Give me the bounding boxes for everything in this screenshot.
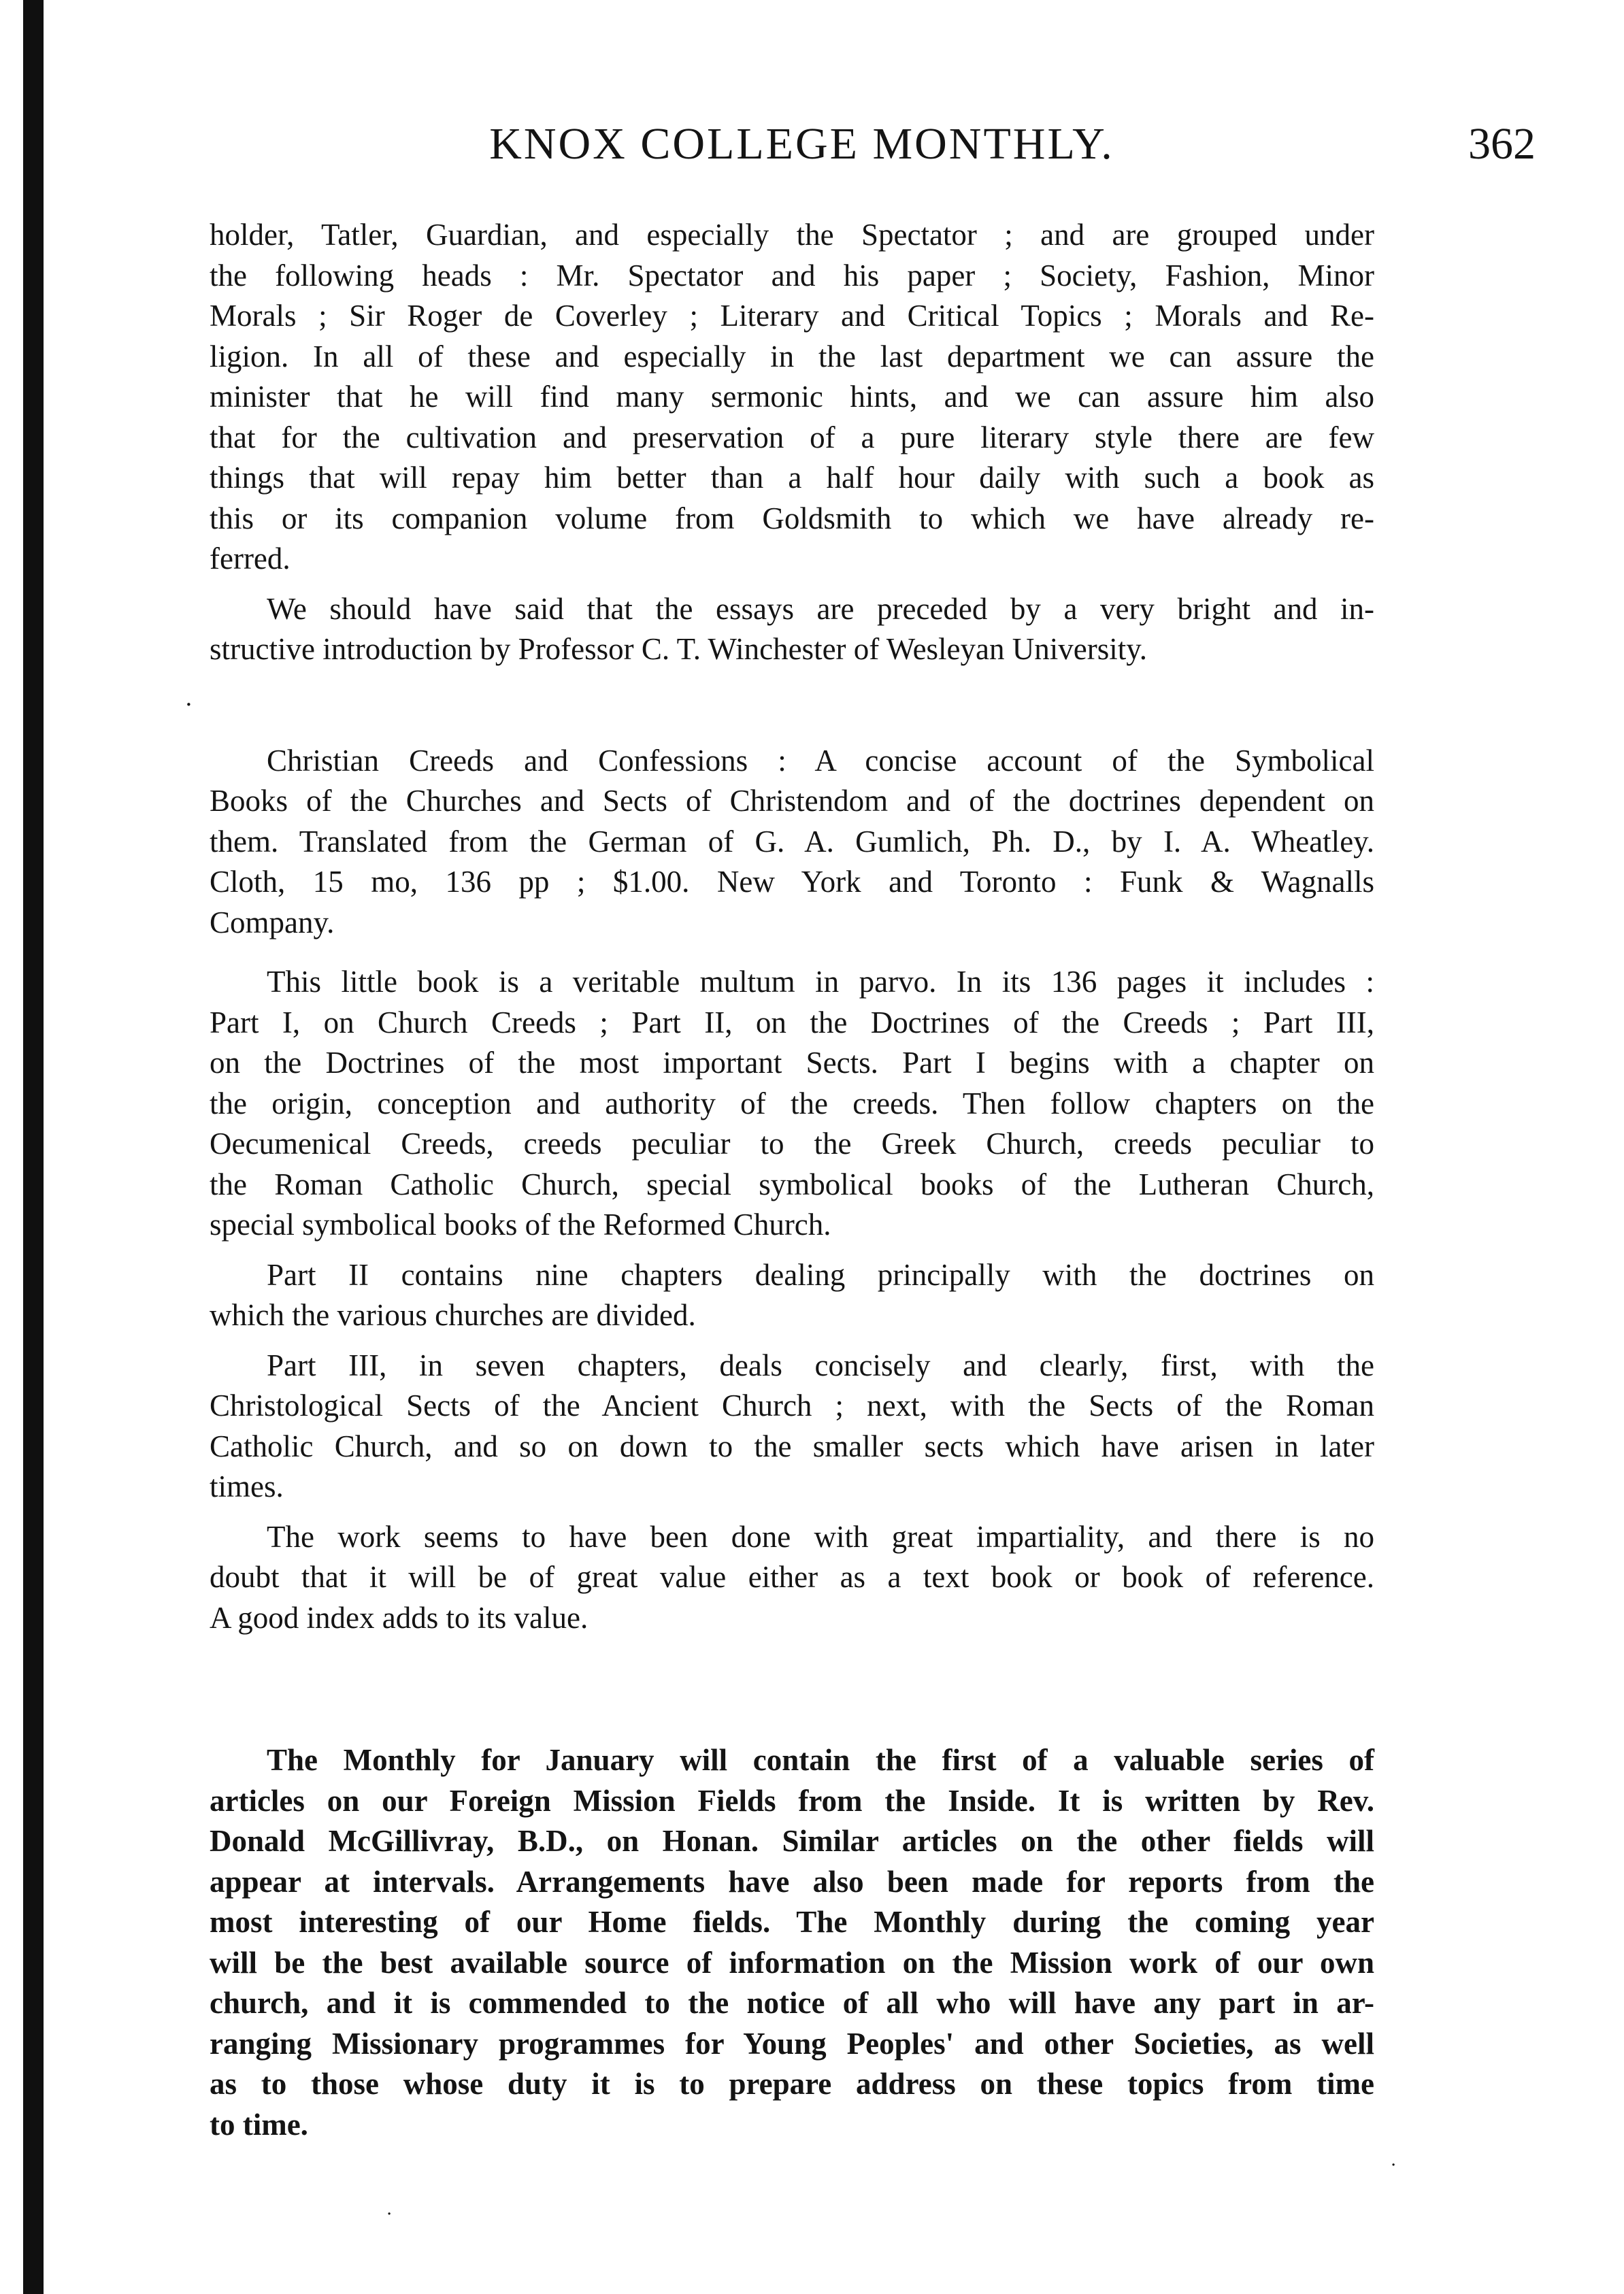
text-line: Part I, on Church Creeds ; Part II, on the Doctrines of the Creeds ; Part III,: [210, 1005, 1374, 1040]
text-line: Part III, in seven chapters, deals concisely and clearly, first, with the: [267, 1348, 1374, 1382]
text-line: which the various churches are divided.: [210, 1298, 696, 1332]
review-closing-paragraph: [210, 589, 1374, 670]
citation-line: Christian Creeds and Confessions : A concise account of the Symbolical: [267, 743, 1374, 778]
text-line: A good index adds to its value.: [210, 1600, 589, 1635]
review-paragraph: [210, 962, 1374, 1246]
text-line: that for the cultivation and preservation of a pure literary style there are few: [210, 420, 1374, 454]
text-line: appear at intervals. Arrangements have also been made for reports from the: [210, 1864, 1374, 1899]
text-line: Oecumenical Creeds, creeds peculiar to the Greek Church, creeds peculiar to: [210, 1127, 1374, 1161]
book-citation: [210, 741, 1374, 944]
text-line: We should have said that the essays are preceded by a very bright and in-: [267, 591, 1374, 626]
page-body: [210, 215, 1374, 2145]
text-line: the following heads : Mr. Spectator and his paper ; Society, Fashion, Minor: [210, 258, 1374, 293]
announcement-paragraph: [210, 1740, 1374, 2145]
text-line: minister that he will find many sermonic hints, and we can assure him also: [210, 380, 1374, 414]
text-line: ligion. In all of these and especially in the last department we can assure the: [210, 339, 1374, 373]
text-line: as to those whose duty it is to prepare address on these topics from time: [210, 2067, 1374, 2101]
text-line: the origin, conception and authority of the creeds. Then follow chapters on the: [210, 1086, 1374, 1120]
stray-mark: ·: [386, 2204, 393, 2225]
review-paragraph: [210, 1517, 1374, 1639]
review-paragraph: [210, 1255, 1374, 1336]
text-line: special symbolical books of the Reformed Church.: [210, 1208, 831, 1242]
text-line: doubt that it will be of great value either as a text book or book of reference.: [210, 1560, 1374, 1594]
text-line: Morals ; Sir Roger de Coverley ; Literary and Critical Topics ; Morals and Re-: [210, 299, 1374, 333]
text-line: Donald McGillivray, B.D., on Honan. Similar articles on the other fields will: [210, 1824, 1374, 1858]
stray-mark: ·: [185, 691, 193, 718]
text-line: structive introduction by Professor C. T. Winchester of Wesleyan University.: [210, 632, 1148, 666]
text-line: times.: [210, 1469, 284, 1503]
citation-line: Books of the Churches and Sects of Christendom and of the doctrines dependent on: [210, 784, 1374, 818]
text-line: The Monthly for January will contain the first of a valuable series of: [267, 1743, 1374, 1777]
text-line: The work seems to have been done with great impartiality, and there is no: [267, 1519, 1374, 1554]
text-line: holder, Tatler, Guardian, and especially the Spectator ; and are grouped under: [210, 218, 1374, 252]
text-line: Christological Sects of the Ancient Church ; next, with the Sects of the Roman: [210, 1389, 1374, 1423]
text-line: most interesting of our Home fields. The Monthly during the coming year: [210, 1905, 1374, 1939]
page-header: [68, 118, 1536, 186]
text-line: will be the best available source of information on the Mission work of our own: [210, 1945, 1374, 1980]
running-title: KNOX COLLEGE MONTHLY.: [489, 119, 1114, 169]
stray-mark: ·: [1391, 2155, 1397, 2176]
text-line: this or its companion volume from Goldsmith to which we have already re-: [210, 501, 1374, 535]
text-line: articles on our Foreign Mission Fields from the Inside. It is written by Rev.: [210, 1783, 1374, 1818]
citation-line: them. Translated from the German of G. A. Gumlich, Ph. D., by I. A. Wheatley.: [210, 824, 1374, 859]
text-line: ranging Missionary programmes for Young Peoples' and other Societies, as well: [210, 2026, 1374, 2061]
text-line: things that will repay him better than a half hour daily with such a book as: [210, 461, 1374, 495]
text-line: Catholic Church, and so on down to the smaller sects which have arisen in later: [210, 1429, 1374, 1463]
review-paragraph: [210, 1346, 1374, 1508]
scan-border: [23, 0, 44, 2294]
citation-line: Company.: [210, 905, 335, 940]
review-paragraph: [210, 215, 1374, 580]
text-line: ferred.: [210, 542, 291, 576]
text-line: on the Doctrines of the most important Sects. Part I begins with a chapter on: [210, 1046, 1374, 1080]
text-line: This little book is a veritable multum in parvo. In its 136 pages it includes :: [267, 965, 1374, 999]
text-line: the Roman Catholic Church, special symbolical books of the Lutheran Church,: [210, 1167, 1374, 1201]
citation-line: Cloth, 15 mo, 136 pp ; $1.00. New York and Toronto : Funk & Wagnalls: [210, 865, 1374, 899]
page-number: 362: [1468, 119, 1536, 169]
text-line: church, and it is commended to the notice of all who will have any part in ar-: [210, 1986, 1374, 2020]
text-line: Part II contains nine chapters dealing principally with the doctrines on: [267, 1257, 1374, 1292]
text-line: to time.: [210, 2107, 308, 2142]
